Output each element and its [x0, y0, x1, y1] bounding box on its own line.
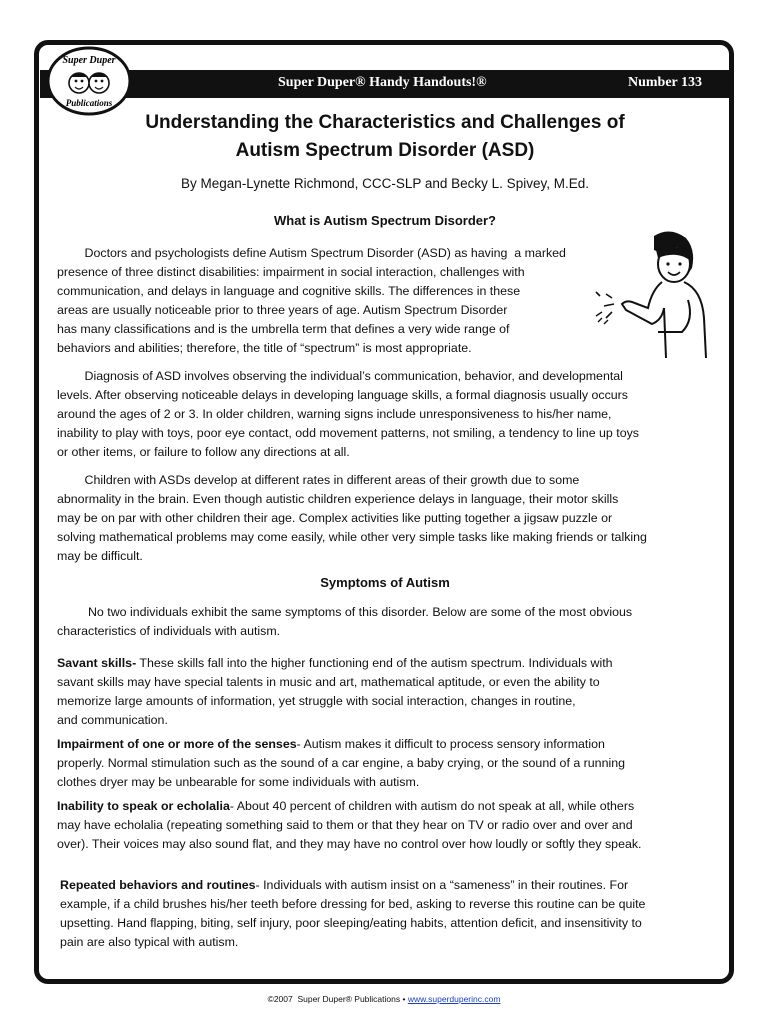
symptom-sensory-impairment — [57, 735, 625, 792]
handout-number: Number 133 — [627, 75, 702, 90]
child-illustration — [592, 228, 714, 368]
text-line: - Autism makes it difficult to process sensory information — [296, 737, 605, 751]
page-footer — [0, 994, 768, 1004]
paragraph-symptoms-intro — [57, 603, 632, 641]
logo-text-top: Super Duper — [62, 55, 116, 66]
symptom-speech-echolalia — [57, 797, 642, 854]
symptom-savant-skills — [57, 654, 613, 730]
text-line: savant skills may have special talents in music and art, mathematical aptitude, or even the ability to — [57, 675, 600, 689]
symptom-term: Savant skills- — [57, 656, 137, 670]
text-line: may be difficult. — [57, 549, 143, 563]
handout-series-title: Super Duper® Handy Handouts!® — [278, 75, 487, 90]
text-line: and communication. — [57, 713, 168, 727]
text-line: pain are also typical with autism. — [60, 935, 239, 949]
text-line: example, if a child brushes his/her teeth before dressing for bed, asking to reverse this routine can be quite — [60, 897, 646, 911]
text-line: levels. After observing noticeable delays in developing language skills, a formal diagnosis usually occurs — [57, 388, 628, 402]
text-line: memorize large amounts of information, yet struggle with social interaction, changes in routine, — [57, 694, 576, 708]
section-heading-what-is-asd: What is Autism Spectrum Disorder? — [274, 213, 496, 228]
text-line: communication, and delays in language and cognitive skills. The differences in these — [57, 284, 521, 298]
text-line: presence of three distinct disabilities: impairment in social interaction, challenges with — [57, 265, 525, 279]
text-line: These skills fall into the higher functioning end of the autism spectrum. Individuals with — [136, 656, 613, 670]
paragraph-development — [57, 471, 647, 566]
paragraph-definition — [57, 244, 566, 358]
byline: By Megan-Lynette Richmond, CCC-SLP and Becky L. Spivey, M.Ed. — [181, 176, 589, 191]
text-line: may have echolalia (repeating something said to them or that they hear on TV or radio over and over and — [57, 818, 633, 832]
page-title-line-2: Autism Spectrum Disorder (ASD) — [235, 140, 535, 161]
text-line: Doctors and psychologists define Autism Spectrum Disorder (ASD) as having a marked — [57, 246, 566, 260]
text-line: - About 40 percent of children with autism do not speak at all, while others — [229, 799, 635, 813]
text-line: No two individuals exhibit the same symptoms of this disorder. Below are some of the most obvious — [57, 605, 633, 619]
section-heading-symptoms: Symptoms of Autism — [320, 575, 450, 590]
text-line: inability to play with toys, poor eye contact, odd movement patterns, not smiling, a tendency to line up toys — [57, 426, 639, 440]
text-line: upsetting. Hand flapping, biting, self injury, poor sleeping/eating habits, attention deficit, and insensitivity to — [60, 916, 642, 930]
publisher-logo — [46, 46, 132, 116]
text-line: over). Their voices may also sound flat, and they may have no control over how loudly or softly they speak. — [57, 837, 642, 851]
copyright-text: ©2007 Super Duper® Publications • — [267, 994, 408, 1004]
text-line: clothes dryer may be unbearable for some individuals with autism. — [57, 775, 420, 789]
publisher-website-link[interactable]: www.superduperinc.com — [407, 994, 501, 1004]
paragraph-diagnosis — [57, 367, 639, 462]
text-line: Children with ASDs develop at different rates in different areas of their growth due to some — [57, 473, 580, 487]
symptom-term: Inability to speak or echolalia — [57, 799, 230, 813]
text-line: - Individuals with autism insist on a “sameness” in their routines. For — [255, 878, 629, 892]
text-line: around the ages of 2 or 3. In older children, warning signs include unresponsiveness to his/her name, — [57, 407, 612, 421]
page-title-line-1: Understanding the Characteristics and Challenges of — [145, 112, 625, 133]
logo-text-bottom: Publications — [65, 98, 113, 108]
text-line: behaviors and abilities; therefore, the title of “spectrum” is most appropriate. — [57, 341, 472, 355]
text-line: Diagnosis of ASD involves observing the individual’s communication, behavior, and developmental — [57, 369, 623, 383]
text-line: may be on par with other children their age. Complex activities like putting together a jigsaw puzzle or — [57, 511, 613, 525]
symptom-repeated-behaviors — [60, 876, 645, 952]
text-line: characteristics of individuals with autism. — [57, 624, 281, 638]
text-line: solving mathematical problems may come easily, while other very simple tasks like making friends or talking — [57, 530, 647, 544]
text-line: or other items, or failure to follow any directions at all. — [57, 445, 350, 459]
text-line: areas are usually noticeable prior to three years of age. Autism Spectrum Disorder — [57, 303, 508, 317]
text-line: properly. Normal stimulation such as the sound of a car engine, a baby crying, or the sound of a running — [57, 756, 625, 770]
symptom-term: Impairment of one or more of the senses — [57, 737, 297, 751]
text-line: abnormality in the brain. Even though autistic children experience delays in language, their motor skills — [57, 492, 619, 506]
text-line: has many classifications and is the umbrella term that defines a very wide range of — [57, 322, 510, 336]
symptom-term: Repeated behaviors and routines — [60, 878, 256, 892]
